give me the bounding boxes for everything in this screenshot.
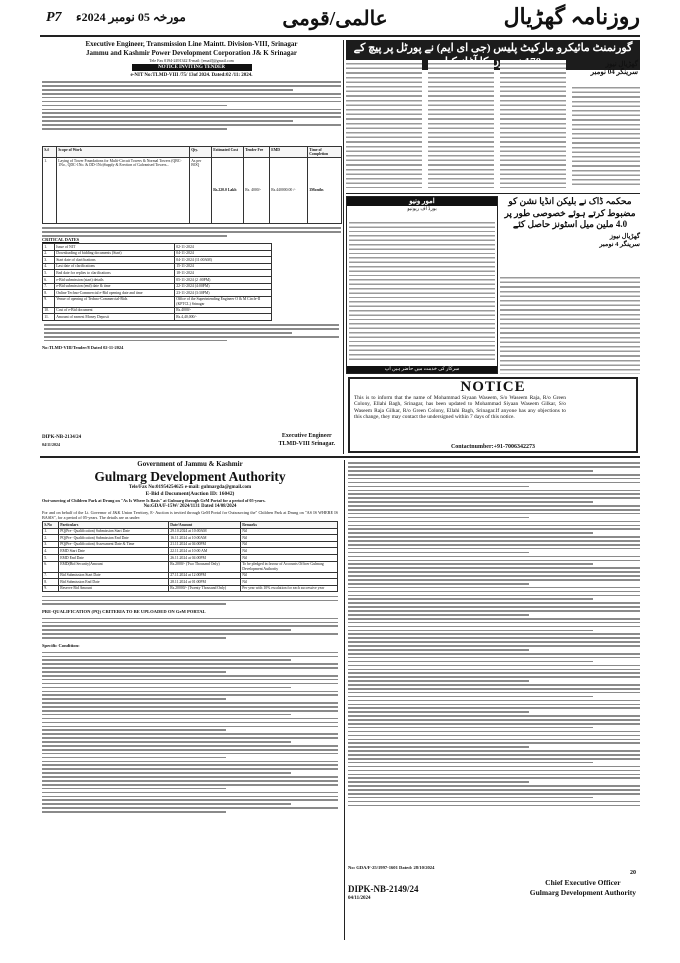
gda-specific-title: Specific Condition: [42, 643, 80, 649]
critical-date-cell: 5. [43, 270, 55, 277]
critical-date-cell: Issue of NIT [55, 244, 175, 251]
gda-table-cell: Nil [241, 535, 338, 542]
critical-date-row [43, 296, 272, 307]
notice-contact: Contactnumber:+91-7006342273 [450, 444, 536, 450]
urdu-top-byline: گھڑیال نیوز [605, 60, 638, 68]
critical-date-cell: Online Techno-Commercial e-Bid opening date and time [55, 290, 175, 297]
notice-body: This is to inform that the name of Mohammad Siyaan Waseem, S/o Waseem Raja, R/o Green Colony, Ellahi Bagh, Srinagar, has been updated to Mohammad Siyaan Waseem Gilkar, S/o Waseem Raja Gilkar, R/o Green Colony, Ellahi Bagh, Srinagar.If anyone has any objections to this change, they may contact the undersigned within 7 days of this notice. [354, 395, 566, 421]
gda-table-cell: Per year with 10% escalation for each successive year [241, 585, 338, 592]
critical-date-row [43, 276, 272, 283]
critical-date-cell: 18-11-2024 [175, 270, 272, 277]
tender-heading: NOTICE INVITING TENDER [132, 64, 252, 71]
urdu-second-story [500, 196, 640, 374]
gda-table-cell: 9. [43, 585, 59, 592]
critical-date-cell: 15-11-2024 [175, 263, 272, 270]
critical-date-row [43, 244, 272, 251]
gda-table-cell: 26.11.2024 at 04:00PM [169, 554, 241, 561]
gda-table-cell: To be pledged in favour of Accounts Officer Gulmarg Development Authority [241, 561, 338, 572]
gda-table-cell: Bid Submission Start Date [59, 572, 169, 579]
gda-dipk-date: 04/11/2024 [348, 896, 371, 901]
gda-table-cell: 4. [43, 548, 59, 555]
gda-table-cell: PQ(Pre- Qualification) Submission Start Date [59, 528, 169, 535]
critical-date-cell: Rs.4,40,000/- [175, 314, 272, 321]
critical-date-cell: 10. [43, 307, 55, 314]
critical-date-cell: 3. [43, 257, 55, 264]
critical-date-cell: 05-11-2024 (2 :00PM) [175, 276, 272, 283]
name-change-notice [348, 377, 638, 453]
critical-date-cell: 4. [43, 263, 55, 270]
gda-table-head: Date/Amount [169, 522, 241, 529]
gda-table-row [43, 528, 338, 535]
gda-table-row [43, 585, 338, 592]
gda-table-cell: 21.11.2024 at 04:00PM [169, 541, 241, 548]
tender-signatory-office: TLMD-VIII Srinagar. [278, 441, 335, 447]
critical-date-cell: Rs.4000/- [175, 307, 272, 314]
gda-table-cell: EMD Start Date [59, 548, 169, 555]
tender-notice [40, 40, 344, 454]
critical-date-cell: End date for replies to clarifications [55, 270, 175, 277]
critical-date-row [43, 290, 272, 297]
critical-date-row [43, 307, 272, 314]
gda-intro: For and on behalf of the Lt. Governor of J&K Union Territory, E- Auction is invited through GeM Portal for Outsourcing the" Children Park at Drung on "AS IS WHERE IS BASIS", for a period of 05-years. The details are as under: [42, 510, 338, 520]
tender-signatory: Executive Engineer [281, 433, 332, 439]
gda-no-line: No: GDA/F-25/1997-1601 Dated: 28/10/2024 [348, 865, 435, 870]
gda-table-cell: Bid Submission End Date [59, 579, 169, 586]
critical-date-cell: 1. [43, 244, 55, 251]
urdu-second-byline: گھڑیال نیوز [609, 232, 640, 240]
gda-table-cell: 7. [43, 572, 59, 579]
gda-dipk-number: DIPK-NB-2149/24 [348, 884, 419, 894]
urdu-top-dateline: سرینگر 04 نومبر [590, 68, 638, 76]
gda-table-cell: 3. [43, 541, 59, 548]
gda-title: Gulmarg Development Authority [94, 469, 286, 484]
scope-head: Scope of Work [57, 147, 190, 158]
critical-date-row [43, 314, 272, 321]
gda-page-number: 20 [630, 870, 636, 876]
gda-table-row [43, 572, 338, 579]
critical-date-cell: 6. [43, 276, 55, 283]
scope-cell: 3Months [308, 158, 342, 224]
scope-table [42, 146, 342, 224]
tender-no-line: No:TLMD-VIII/Tender/8 Dated 02-11-2024 [42, 344, 124, 350]
gda-signatory: Chief Executive Officer [545, 878, 621, 887]
page-number: P7 [46, 10, 62, 25]
critical-date-cell: 7. [43, 283, 55, 290]
gda-government: Government of Jammu & Kashmir [137, 460, 243, 468]
gda-table-head: S.No [43, 522, 59, 529]
gda-table-head: Remarks [241, 522, 338, 529]
gda-table-cell: PQ(Pre- Qualification) Assessment Date & Time [59, 541, 169, 548]
gda-table-cell: Nil [241, 572, 338, 579]
critical-date-cell: 04-11-2024 (11:00AM) [175, 257, 272, 264]
gda-table-cell: Rs.20000/- (Twenty Thousand Only) [169, 585, 241, 592]
revenue-notice-title: امور ونیو [347, 197, 497, 206]
gda-table-cell: 16.11.2024 at 10:00AM [169, 535, 241, 542]
gda-table-cell: EMD(Bid Security)Amount [59, 561, 169, 572]
gda-table-cell: Nil [241, 579, 338, 586]
date-line: مورخہ 05 نومبر 2024ء [76, 10, 186, 24]
critical-date-cell: 04-11-2024 [175, 250, 272, 257]
critical-date-cell: 22-11-2024 (4:00PM) [175, 283, 272, 290]
scope-head: Estimated Cost [212, 147, 244, 158]
revenue-notice-footer: سرکار کی خدمت میں حاضر ہیں آپ [347, 366, 497, 373]
gda-order-number: No:GDA/F-15W/ 2024/1131 Dated 14/08/2024 [143, 504, 237, 509]
scope-head: S.# [43, 147, 57, 158]
gda-table-cell: 5. [43, 554, 59, 561]
critical-date-cell: Last date of clarifications [55, 263, 175, 270]
revenue-notice-subtitle: بورڈ آف ریونیو [407, 207, 437, 212]
gda-table-row [43, 535, 338, 542]
gda-outsourcing: Out-sourcing of Children Park at Drung on "As Is Where Is Basis" at Gulmarg through GeM Portal for a period of 05-years. [42, 498, 266, 503]
gda-schedule-table [42, 521, 338, 592]
critical-date-cell: 11. [43, 314, 55, 321]
gda-table-cell: 8. [43, 579, 59, 586]
critical-date-row [43, 250, 272, 257]
section-title: عالمی/قومی [282, 8, 388, 30]
gda-table-cell: Nil [241, 548, 338, 555]
gda-table-cell: EMD End Date [59, 554, 169, 561]
gda-pq-title: PRE-QUALIFICATION (PQ) CRITERIA TO BE UPLOADED ON GeM PORTAL [42, 609, 206, 615]
urdu-second-dateline: سرینگر 4 نومبر [599, 240, 640, 248]
gda-table-row [43, 561, 338, 572]
critical-date-cell: Venue of opening of Techno-Commercial-Bids [55, 296, 175, 307]
critical-date-cell: e-Bid submission (start) details [55, 276, 175, 283]
critical-date-cell: 23-11-2024 (3:30PM) [175, 290, 272, 297]
gda-table-cell: 22.11.2024 at 10:00 AM [169, 548, 241, 555]
critical-date-cell: Amount of earnest Money Deposit [55, 314, 175, 321]
tender-tele: Tele Fax 0194-2491342 E-mail: [email]@gmail.com [149, 58, 234, 63]
critical-date-row [43, 270, 272, 277]
urdu-top-story [346, 40, 640, 192]
gda-auction-notice [40, 460, 640, 940]
gda-signatory-office: Gulmarg Development Authority [529, 888, 636, 897]
notice-title: NOTICE [460, 379, 526, 395]
scope-head: Qty. [190, 147, 212, 158]
tender-dipk-number: DIPK-NB-2134/24 [42, 435, 82, 440]
gda-table-cell: Nil [241, 541, 338, 548]
tender-dipk-date: 04/11/2024 [42, 442, 61, 447]
critical-date-cell: Cost of e-Bid document [55, 307, 175, 314]
critical-dates-table [42, 243, 272, 321]
gda-tele: Tele/Fax No:01954254625 e-mail: gulmargda@gmail.com [128, 485, 252, 490]
tender-office-title: Executive Engineer, Transmission Line Maintt. Division-VIII, Srinagar [85, 40, 298, 48]
gda-table-cell: PQ(Pre- Qualification) Submission End Date [59, 535, 169, 542]
gda-table-row [43, 548, 338, 555]
critical-date-cell: Downloading of bidding documents (Start) [55, 250, 175, 257]
critical-date-cell: 8. [43, 290, 55, 297]
critical-date-cell: e-Bid submission (end) date & time [55, 283, 175, 290]
critical-date-cell: 9. [43, 296, 55, 307]
gda-table-cell: 2. [43, 535, 59, 542]
scope-head: Time of Completion [308, 147, 342, 158]
urdu-top-headline: گورنمنٹ مائیکرو مارکیٹ پلیس (جی ای ایم) نے پورٹل پر پیچ کے [346, 40, 640, 70]
gda-table-cell: Reserve Bid Amount [59, 585, 169, 592]
gda-table-cell: Nil [241, 528, 338, 535]
scope-cell: 1. [43, 158, 57, 224]
gda-table-cell: 29.10.2024 at 10:00AM [169, 528, 241, 535]
gda-table-cell: 1. [43, 528, 59, 535]
tender-nit-number: e-NIT No:TLMD-VIII /75/ 13of 2024. Dated:02 /11: 2024. [130, 73, 253, 78]
gda-table-cell: Nil [241, 554, 338, 561]
critical-date-cell: 2. [43, 250, 55, 257]
scope-cell: Rs.440000.00 /- [270, 158, 308, 224]
gda-table-row [43, 579, 338, 586]
gda-ebid: E-Bid d Document(Auction ID: 16042) [145, 491, 235, 497]
gda-table-cell: 6. [43, 561, 59, 572]
gda-table-cell: 27.11.2024 at 12:00PM [169, 572, 241, 579]
gda-table-head: Particulars [59, 522, 169, 529]
scope-cell: Laying of Tower Foundations for Multi-Circuit Towers & Normal Towers (QBC-1No., QDC-1No. & DD-1No)Supply & Erection of Galvanised Towers... [57, 158, 190, 224]
gda-table-cell: Rs.2000/- (Two Thousand Only) [169, 561, 241, 572]
critical-date-cell: Start date of clarifications [55, 257, 175, 264]
gda-table-cell: 28.11.2024 at 01:00PM [169, 579, 241, 586]
critical-date-row [43, 257, 272, 264]
gda-table-row [43, 541, 338, 548]
critical-date-cell: Office of the Superintending Engineer O & M Circle-II (KPTCL) Srinagar [175, 296, 272, 307]
scope-cell: As per BOQ [190, 158, 212, 224]
newspaper-name: روزنامہ گھڑیال [503, 4, 640, 29]
critical-date-row [43, 283, 272, 290]
scope-cell: Rs. 4000/- [244, 158, 270, 224]
revenue-notice [346, 196, 498, 374]
scope-cell: Rs.220.0 Lakh [212, 158, 244, 224]
critical-date-cell: 02-11-2024 [175, 244, 272, 251]
urdu-second-headline: محکمہ ڈاک نے بلیکن انڈیا نشن کو مضبوط کرتے ہوئے خصوصی طور پر 4.0 ملین میل اسٹونز حاصل کئے [504, 196, 636, 229]
scope-head: Tender Fee [244, 147, 270, 158]
tender-corp-title: Jammu and Kashmir Power Development Corporation J& K Srinagar [86, 49, 297, 57]
scope-head: EMD [270, 147, 308, 158]
gda-table-row [43, 554, 338, 561]
critical-date-row [43, 263, 272, 270]
critical-dates-heading: CRITICAL DATES [42, 237, 80, 242]
